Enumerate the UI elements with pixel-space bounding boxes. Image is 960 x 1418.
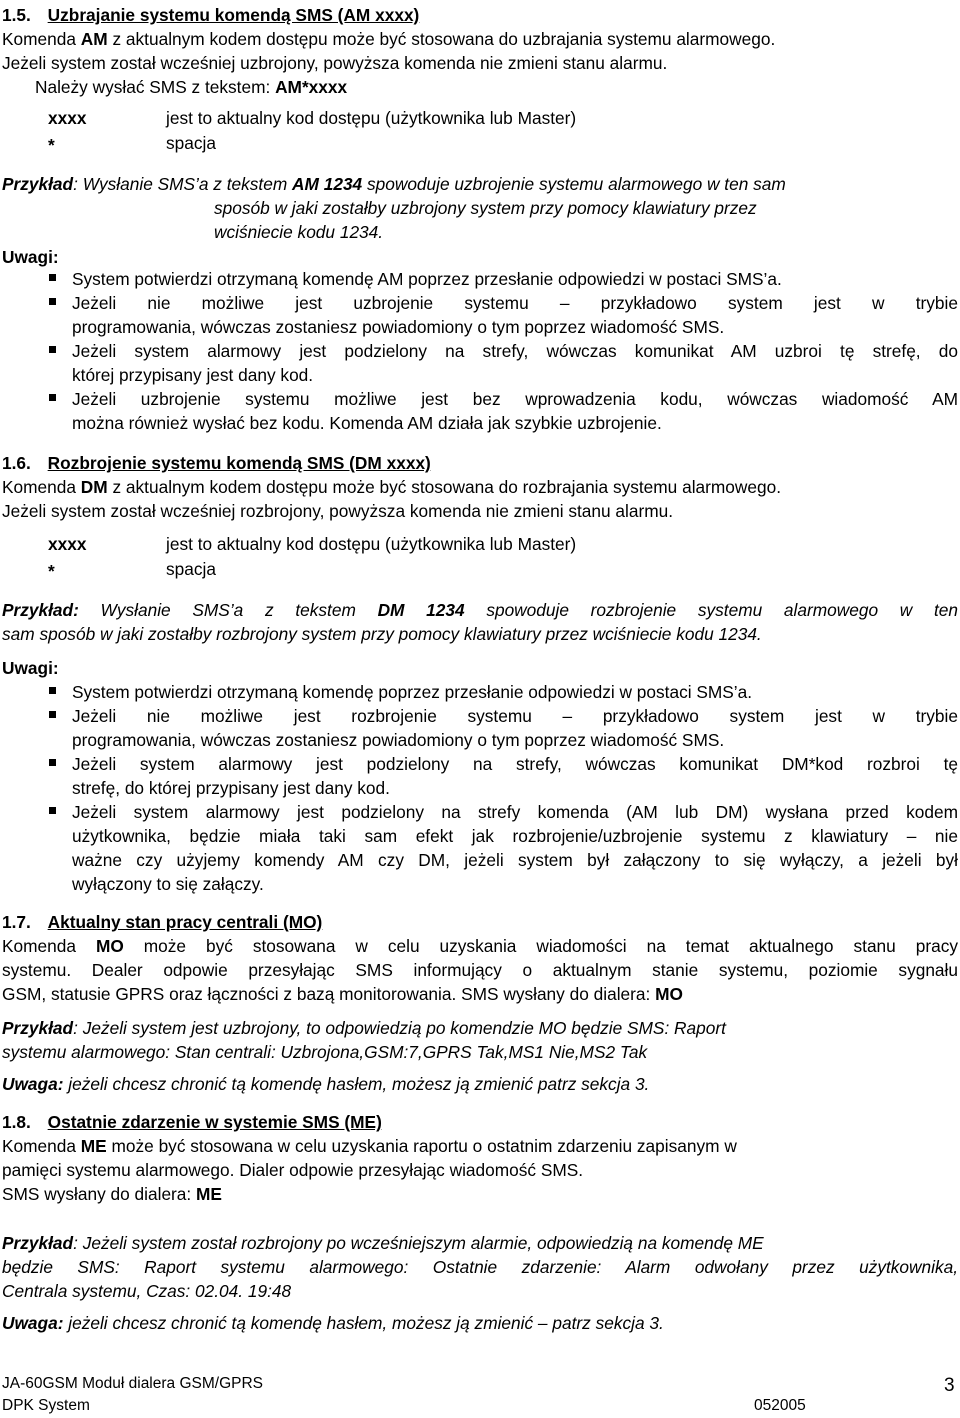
- definition-value: jest to aktualny kod dostępu (użytkownika lub Master): [166, 108, 577, 128]
- definition-value: spacja: [166, 559, 216, 579]
- example-label: Przykład: [2, 1233, 74, 1253]
- note-paragraph: Uwaga: jeżeli chcesz chronić tą komendę hasłem, możesz ją zmienić – patrz sekcja 3.: [2, 1313, 664, 1333]
- section-title: Uzbrajanie systemu komendą SMS (AM xxxx): [47, 5, 420, 25]
- bullet-icon: [49, 807, 56, 814]
- paragraph-cont: pamięci systemu alarmowego. Dialer odpowie przesyłając wiadomość SMS.: [2, 1160, 584, 1180]
- note-item: Jeżeli nie możliwe jest rozbrojenie systemu – przykładowo system jest w trybie: [72, 706, 958, 726]
- note-item: Jeżeli system alarmowy jest podzielony na strefy, wówczas komunikat DM*kod rozbroi tę: [72, 754, 958, 774]
- section-number: 1.8.: [2, 1112, 31, 1132]
- example-paragraph: Przykład: Wysłanie SMS’a z tekstem DM 1234 spowoduje rozbrojenie systemu alarmowego w ten: [2, 600, 958, 620]
- paragraph: Należy wysłać SMS z tekstem: AM*xxxx: [35, 77, 348, 97]
- note-item: Jeżeli uzbrojenie systemu możliwe jest bez wprowadzenia kodu, wówczas wiadomość AM: [72, 389, 958, 409]
- definition-value: jest to aktualny kod dostępu (użytkownika lub Master): [166, 534, 577, 554]
- bullet-icon: [49, 687, 56, 694]
- paragraph-cont: GSM, statusie GPRS oraz łączności z bazą monitorowania. SMS wysłany do dialera: MO: [2, 984, 683, 1004]
- note-item-cont: ważne czy użyjemy komendy AM czy DM, jeżeli system był załączony to się wyłączy, a jeżeli był: [72, 850, 958, 870]
- bullet-icon: [49, 394, 56, 401]
- section-number: 1.7.: [2, 912, 31, 932]
- bullet-icon: [49, 759, 56, 766]
- definition-key: xxxx: [48, 534, 87, 554]
- note-label: Uwaga:: [2, 1313, 64, 1333]
- section-1-6-heading: [2, 451, 431, 475]
- section-number: 1.5.: [2, 5, 31, 25]
- note-item: System potwierdzi otrzymaną komendę AM poprzez przesłanie odpowiedzi w postaci SMS’a.: [72, 269, 782, 289]
- example-paragraph: Przykład: Wysłanie SMS’a z tekstem AM 1234 spowoduje uzbrojenie systemu alarmowego w ten sam: [2, 174, 786, 194]
- note-item-cont: można również wysłać bez kodu. Komenda AM działa jak szybkie uzbrojenie.: [72, 413, 662, 433]
- example-line: sam sposób w jaki zostałby rozbrojony system przy pomocy klawiatury przez wciśniecie kodu 1234.: [2, 624, 762, 644]
- notes-label: Uwagi:: [2, 658, 59, 678]
- note-item: Jeżeli system alarmowy jest podzielony na strefy komenda (AM lub DM) wysłana przed kodem: [72, 802, 958, 822]
- paragraph-cont: systemu. Dealer odpowie przesyłając SMS informujący o aktualnym stanie systemu, poziomie sygnału: [2, 960, 958, 980]
- section-1-8-heading: [2, 1110, 382, 1134]
- definition-key: xxxx: [48, 108, 87, 128]
- bullet-icon: [49, 274, 56, 281]
- section-title: Aktualny stan pracy centrali (MO): [47, 912, 323, 932]
- paragraph: Komenda AM z aktualnym kodem dostępu może być stosowana do uzbrajania systemu alarmowego.: [2, 29, 776, 49]
- section-1-7-heading: [2, 910, 322, 934]
- example-line: systemu alarmowego: Stan centrali: Uzbrojona,GSM:7,GPRS Tak,MS1 Nie,MS2 Tak: [2, 1042, 648, 1062]
- example-label: Przykład: [2, 174, 74, 194]
- section-title: Ostatnie zdarzenie w systemie SMS (ME): [47, 1112, 382, 1132]
- example-label: Przykład:: [2, 600, 79, 620]
- command-name: DM: [80, 477, 108, 497]
- definition-key: *: [48, 135, 55, 155]
- note-item-cont: której przypisany jest dany kod.: [72, 365, 314, 385]
- section-number: 1.6.: [2, 453, 31, 473]
- paragraph: Jeżeli system został wcześniej rozbrojony, powyższa komenda nie zmieni stanu alarmu.: [2, 501, 674, 521]
- note-paragraph: Uwaga: jeżeli chcesz chronić tą komendę hasłem, możesz ją zmienić patrz sekcja 3.: [2, 1074, 650, 1094]
- example-line: będzie SMS: Raport systemu alarmowego: Ostatnie zdarzenie: Alarm odwołany przez użytkownika,: [2, 1257, 958, 1277]
- example-paragraph: Przykład: Jeżeli system jest uzbrojony, to odpowiedzią po komendzie MO będzie SMS: Raport: [2, 1018, 726, 1038]
- example-paragraph: Przykład: Jeżeli system został rozbrojony po wcześniejszym alarmie, odpowiedzią na komendę ME: [2, 1233, 764, 1253]
- paragraph: Jeżeli system został wcześniej uzbrojony, powyższa komenda nie zmieni stanu alarmu.: [2, 53, 668, 73]
- paragraph: Komenda ME może być stosowana w celu uzyskania raportu o ostatnim zdarzeniu zapisanym w: [2, 1136, 737, 1156]
- page-number: 3: [944, 1375, 955, 1396]
- note-item-cont: strefę, do której przypisany jest dany kod.: [72, 778, 390, 798]
- note-item: Jeżeli system alarmowy jest podzielony na strefy, wówczas komunikat AM uzbroi tę strefę, do: [72, 341, 958, 361]
- command-name: MO: [95, 936, 124, 956]
- note-item-cont: użytkownika, będzie miała taki sam efekt jak rozbrojenie/uzbrojenie systemu z klawiatury – nie: [72, 826, 958, 846]
- note-item: Jeżeli nie możliwe jest uzbrojenie systemu – przykładowo system jest w trybie: [72, 293, 958, 313]
- footer-company: DPK System: [2, 1397, 90, 1414]
- bullet-icon: [49, 711, 56, 718]
- note-item-cont: wyłączony to się załączy.: [72, 874, 264, 894]
- paragraph: Komenda MO może być stosowana w celu uzyskania wiadomości na temat aktualnego stanu pracy: [2, 936, 958, 956]
- section-1-5-heading: [2, 3, 419, 27]
- sms-text: AM*xxxx: [275, 77, 348, 97]
- example-label: Przykład: [2, 1018, 74, 1038]
- example-line: wciśniecie kodu 1234.: [214, 222, 384, 242]
- bullet-icon: [49, 298, 56, 305]
- bullet-icon: [49, 346, 56, 353]
- note-label: Uwaga:: [2, 1074, 64, 1094]
- footer-code: 052005: [754, 1397, 806, 1414]
- note-item-cont: programowania, wówczas zostaniesz powiadomiony o tym poprzez wiadomość SMS.: [72, 317, 725, 337]
- footer-product: JA-60GSM Moduł dialera GSM/GPRS: [2, 1375, 264, 1392]
- paragraph: Komenda DM z aktualnym kodem dostępu może być stosowana do rozbrajania systemu alarmowego.: [2, 477, 782, 497]
- definition-value: spacja: [166, 133, 216, 153]
- example-line: Centrala systemu, Czas: 02.04. 19:48: [2, 1281, 292, 1301]
- section-title: Rozbrojenie systemu komendą SMS (DM xxxx): [47, 453, 431, 473]
- paragraph: SMS wysłany do dialera: ME: [2, 1184, 222, 1204]
- notes-label: Uwagi:: [2, 247, 59, 267]
- definition-key: *: [48, 561, 55, 581]
- command-name: ME: [80, 1136, 107, 1156]
- note-item-cont: programowania, wówczas zostaniesz powiadomiony o tym poprzez wiadomość SMS.: [72, 730, 725, 750]
- example-line: sposób w jaki zostałby uzbrojony system przy pomocy klawiatury przez: [214, 198, 757, 218]
- note-item: System potwierdzi otrzymaną komendę poprzez przesłanie odpowiedzi w postaci SMS’a.: [72, 682, 753, 702]
- command-name: AM: [80, 29, 108, 49]
